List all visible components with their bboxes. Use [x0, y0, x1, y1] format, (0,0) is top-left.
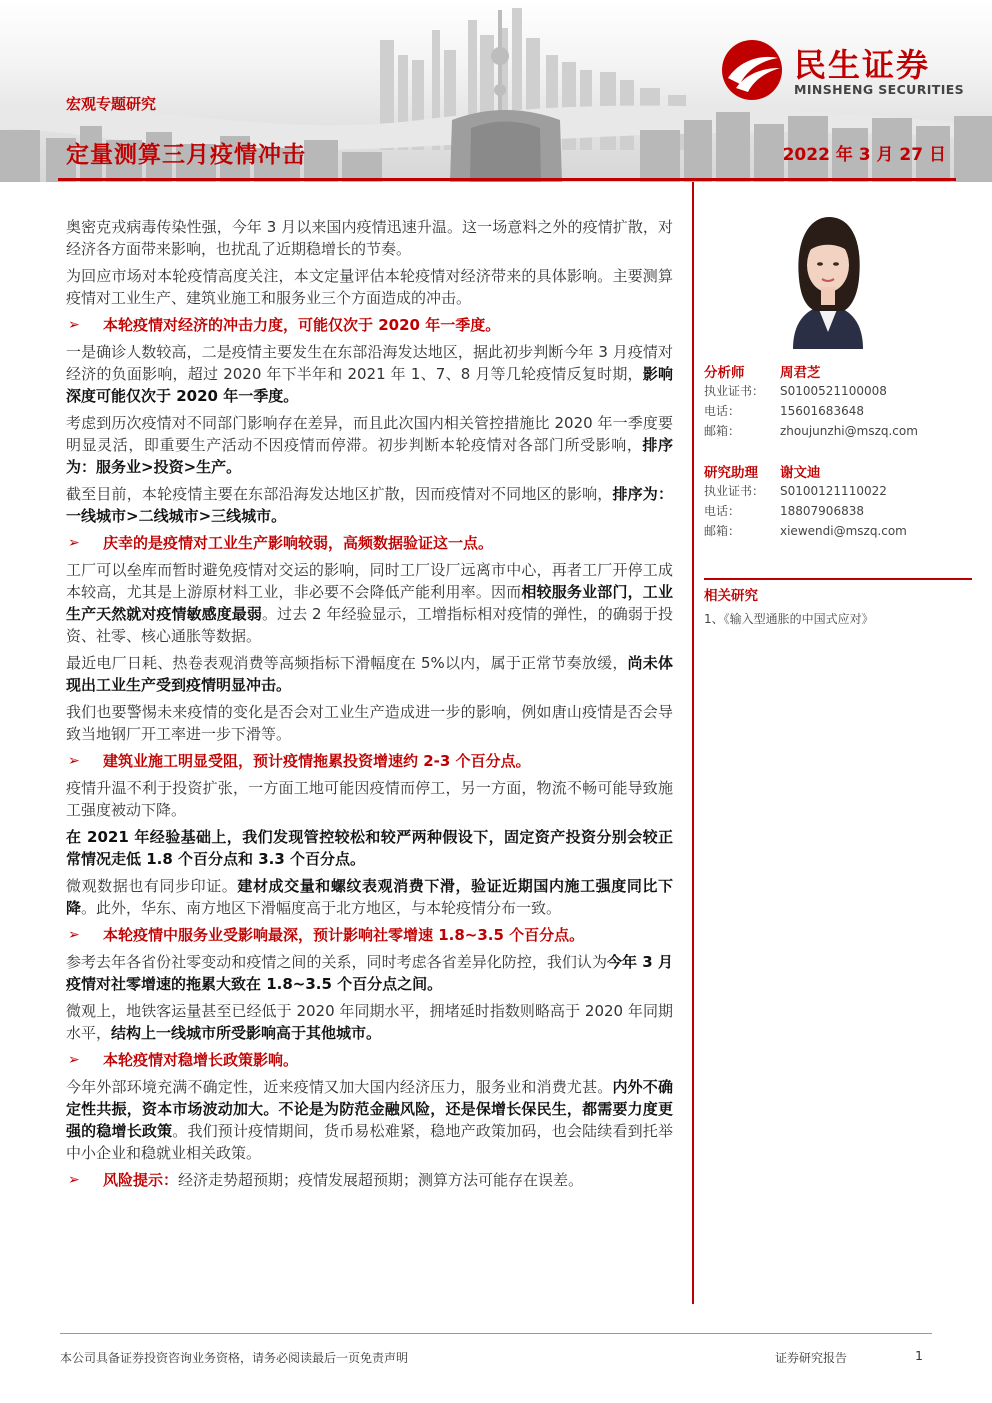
key-point-text: 建筑业施工明显受阻，预计疫情拖累投资增速约 2-3 个百分点。 [103, 752, 531, 770]
text-run: 。我们预计疫情期间，货币易松难紧，稳地产政策加码，也会陆续看到托举中小企业和稳就业相关政策。 [66, 1122, 673, 1162]
risk-label: 风险提示： [103, 1171, 179, 1189]
text-run: 参考去年各省份社零变动和疫情之间的关系，同时考虑各省差异化防控，我们认为 [66, 953, 607, 971]
text-run: 考虑到历次疫情对不同部门影响存在差异，而且此次国内相关管控措施比 2020 年一季度要明显灵活，即重要生产活动不因疫情而停滞。初步判断本轮疫情对各部门所受影响， [66, 414, 673, 454]
cert-label: 执业证书： [704, 384, 765, 398]
arrow-bullet-icon: ➢ [68, 535, 80, 551]
paragraph: 为回应市场对本轮疫情高度关注，本文定量评估本轮疫情对经济带来的具体影响。主要测算疫情对工业生产、建筑业施工和服务业三个方面造成的冲击。 [66, 267, 673, 307]
phone-label: 电话： [704, 404, 741, 418]
text-run: 微观上，地铁客运量甚至已经低于 2020 年同期水平，拥堵延时指数则略高于 2020 年同期水平， [66, 1002, 673, 1042]
related-research-title: 相关研究 [704, 588, 758, 604]
footer-disclaimer: 本公司具备证券投资咨询业务资格，请务必阅读最后一页免责声明 [60, 1351, 409, 1365]
arrow-bullet-icon: ➢ [68, 1052, 80, 1068]
bold-text-run: 影响深度可能仅次于 2020 年一季度。 [66, 365, 673, 405]
text-run: 工厂可以垒库而暂时避免疫情对交运的影响，同时工厂设厂远离市中心，再者工厂开停工成本较高，尤其是上游原材料工业，非必要不会降低产能利用率。因而 [66, 561, 673, 601]
key-point-text: 本轮疫情对稳增长政策影响。 [103, 1051, 299, 1069]
paragraph [66, 951, 673, 995]
cert-number: S0100121110022 [780, 484, 887, 498]
bold-text-run: 尚未体现出工业生产受到疫情明显冲击。 [66, 654, 673, 694]
page-title: 定量测算三月疫情冲击 [66, 142, 306, 168]
email-label: 邮箱： [704, 524, 741, 538]
key-point [66, 532, 673, 554]
text-run: 微观数据也有同步印证。 [66, 877, 238, 895]
paragraph [66, 875, 673, 919]
analyst-photo [771, 207, 885, 349]
key-point-text: 本轮疫情中服务业受影响最深，预计影响社零增速 1.8~3.5 个百分点。 [103, 926, 585, 944]
key-point [66, 1049, 673, 1071]
assistant-phone-row [704, 503, 864, 519]
header-rule [58, 178, 956, 181]
paragraph: 我们也要警惕未来疫情的变化是否会对工业生产造成进一步的影响，例如唐山疫情是否会导致当地钢厂开工率进一步下滑等。 [66, 703, 673, 743]
cert-label: 执业证书： [704, 484, 765, 498]
minsheng-logo-icon [718, 38, 788, 102]
arrow-bullet-icon: ➢ [68, 1172, 80, 1188]
arrow-bullet-icon: ➢ [68, 753, 80, 769]
paragraph [66, 1000, 673, 1044]
arrow-bullet-icon: ➢ [68, 927, 80, 943]
text-run: 截至目前，本轮疫情主要在东部沿海发达地区扩散，因而疫情对不同地区的影响， [66, 485, 613, 503]
risk-text: 经济走势超预期；疫情发展超预期；测算方法可能存在误差。 [178, 1171, 584, 1189]
assistant-email-row [704, 523, 907, 539]
paragraph: 疫情升温不利于投资扩张，一方面工地可能因疫情而停工，另一方面，物流不畅可能导致施工强度被动下降。 [66, 779, 673, 819]
analyst-phone-row [704, 403, 864, 419]
brand-name-en: MINSHENG SECURITIES [794, 82, 965, 97]
text-run: 今年外部环境充满不确定性，近来疫情又加大国内经济压力，服务业和消费尤甚。 [66, 1078, 613, 1096]
paragraph [66, 559, 673, 647]
bold-text-run: 今年 3 月疫情对社零增速的拖累大致在 1.8~3.5 个百分点之间。 [66, 953, 673, 993]
key-point [66, 750, 673, 772]
phone-label: 电话： [704, 504, 741, 518]
footer-report-type: 证券研究报告 [775, 1351, 848, 1365]
assistant-cert-row [704, 483, 887, 499]
email-link[interactable]: zhoujunzhi@mszq.com [780, 424, 918, 438]
bold-text-run: 在 2021 年经验基础上，我们发现管控较松和较严两种假设下，固定资产投资分别会较正常情况走低 1.8 个百分点和 3.3 个百分点。 [66, 828, 673, 868]
analyst-name: 周君芝 [780, 365, 821, 381]
key-point [66, 314, 673, 336]
column-divider [692, 182, 694, 1304]
assistant-role: 研究助理 [704, 465, 758, 481]
footer-rule [60, 1333, 932, 1334]
bold-text-run: 排序为：一线城市>二线城市>三线城市。 [66, 485, 673, 525]
cert-number: S0100521100008 [780, 384, 887, 398]
key-point-text: 本轮疫情对经济的冲击力度，可能仅次于 2020 年一季度。 [103, 316, 501, 334]
page-number: 1 [915, 1348, 923, 1363]
main-content [66, 216, 673, 1196]
paragraph [66, 412, 673, 478]
doc-type-label: 宏观专题研究 [66, 95, 157, 113]
paragraph [66, 826, 673, 870]
bold-text-run: 建材成交量和螺纹表观消费下滑，验证近期国内施工强度同比下降 [66, 877, 673, 917]
risk-warning-text [103, 1169, 583, 1191]
text-run: 。此外，华东、南方地区下滑幅度高于北方地区，与本轮疫情分布一致。 [81, 899, 562, 917]
analyst-email-row [704, 423, 918, 439]
bold-text-run: 排序为：服务业>投资>生产。 [66, 436, 673, 476]
bold-text-run: 内外不确定性共振，资本市场波动加大。不论是为防范金融风险，还是保增长保民生，都需要力度更强的稳增长政策 [66, 1078, 673, 1140]
key-point-text: 庆幸的是疫情对工业生产影响较弱，高频数据验证这一点。 [103, 534, 494, 552]
related-research-link[interactable]: 1、《输入型通胀的中国式应对》 [704, 612, 874, 626]
paragraph [66, 1076, 673, 1164]
bold-text-run: 相较服务业部门，工业生产天然就对疫情敏感度最弱 [66, 583, 673, 623]
paragraph [66, 483, 673, 527]
paragraph [66, 652, 673, 696]
email-link[interactable]: xiewendi@mszq.com [780, 524, 907, 538]
report-date: 2022 年 3 月 27 日 [782, 145, 946, 165]
text-run: 。过去 2 年经验显示，工增指标相对疫情的弹性，的确弱于投资、社零、核心通胀等数据。 [66, 605, 673, 645]
key-point [66, 924, 673, 946]
brand-logo [718, 38, 968, 102]
phone-number: 18807906838 [780, 504, 864, 518]
paragraph: 奥密克戎病毒传染性强，今年 3 月以来国内疫情迅速升温。这一场意料之外的疫情扩散，对经济各方面带来影响，也扰乱了近期稳增长的节奏。 [66, 218, 673, 258]
arrow-bullet-icon: ➢ [68, 317, 80, 333]
phone-number: 15601683648 [780, 404, 864, 418]
paragraph [66, 341, 673, 407]
text-run: 一是确诊人数较高，二是疫情主要发生在东部沿海发达地区，据此初步判断今年 3 月疫情对经济的负面影响，超过 2020 年下半年和 2021 年 1、7、8 月等几轮疫情反复时期， [66, 343, 673, 383]
text-run: 最近电厂日耗、热卷表观消费等高频指标下滑幅度在 5%以内，属于正常节奏放缓， [66, 654, 628, 672]
related-research-rule [704, 578, 972, 580]
analyst-role: 分析师 [704, 365, 745, 381]
bold-text-run: 结构上一线城市所受影响高于其他城市。 [111, 1024, 382, 1042]
analyst-cert-row [704, 383, 887, 399]
email-label: 邮箱： [704, 424, 741, 438]
assistant-name: 谢文迪 [780, 465, 821, 481]
risk-warning [66, 1169, 673, 1191]
brand-name-cn: 民生证券 [794, 46, 931, 84]
